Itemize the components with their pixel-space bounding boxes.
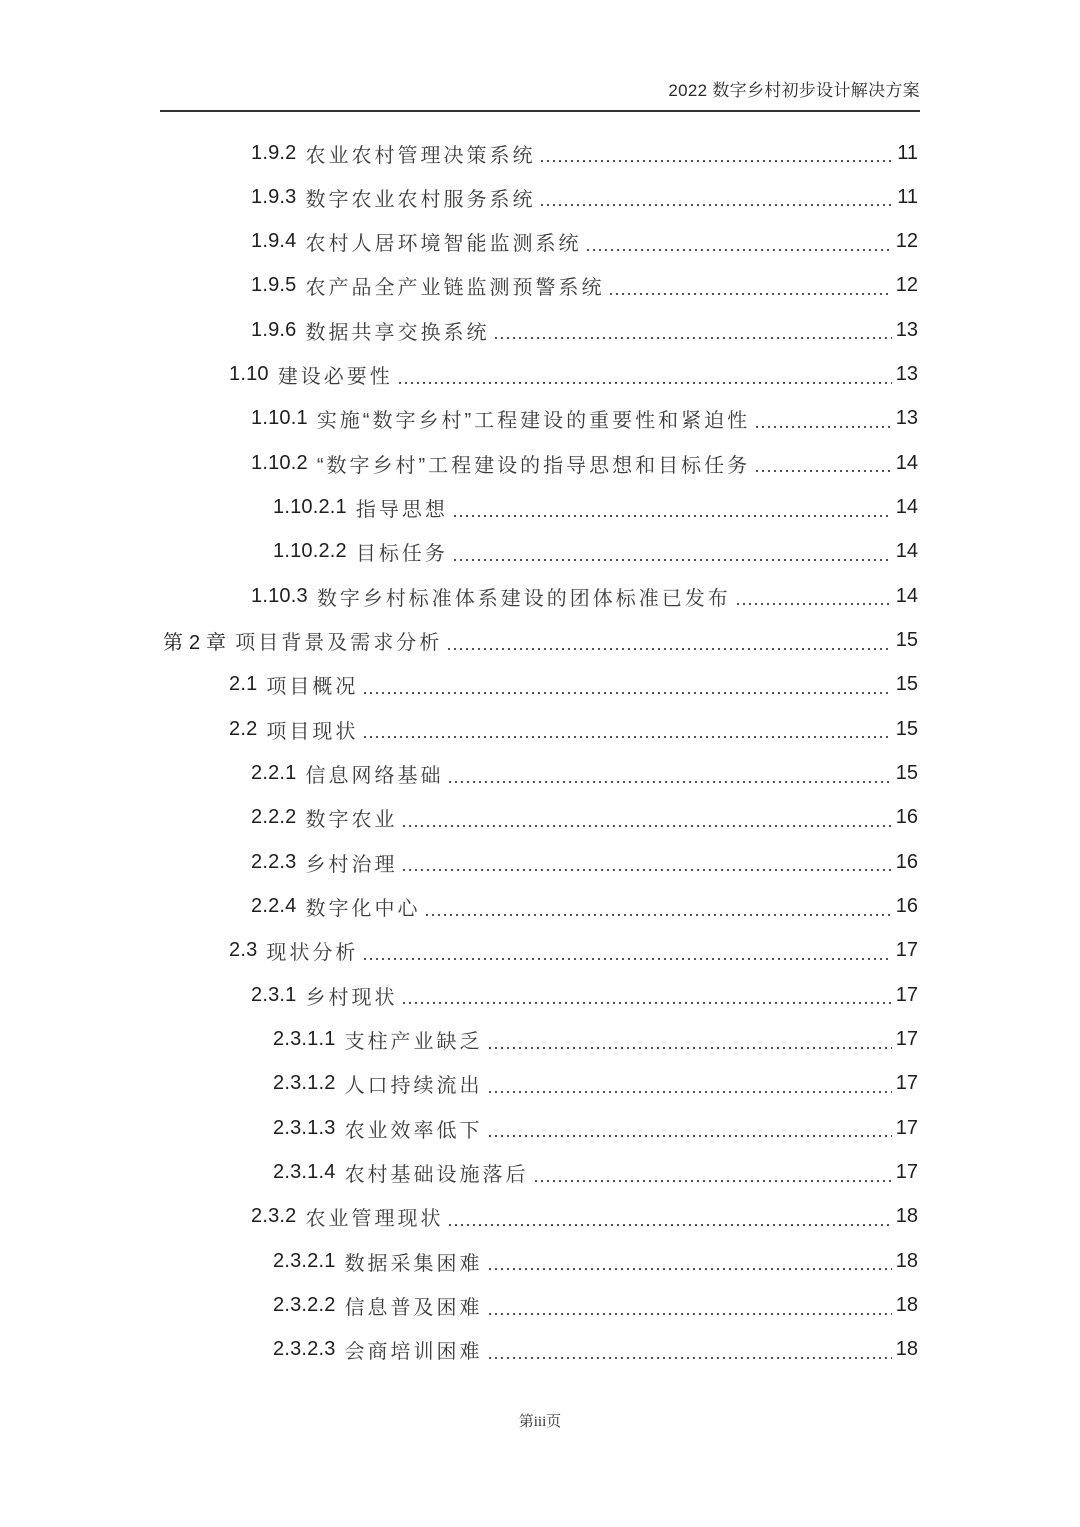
toc-dot-leader [533,1180,892,1182]
toc-entry-number: 1.10 [229,363,269,386]
toc-dot-leader [397,382,892,384]
toc-dot-leader [754,470,892,472]
toc-entry-page: 16 [895,850,918,873]
toc-entry-page: 17 [895,983,918,1006]
toc-entry-number: 1.9.2 [251,141,297,164]
toc-entry-page: 18 [895,1294,918,1317]
toc-entry-number: 2.1 [229,673,258,696]
toc-entry-title: 乡村治理 [305,853,398,876]
toc-entry-page: 11 [897,141,918,164]
toc-dot-leader [585,249,891,251]
toc-entry-number: 2.3.1.3 [273,1116,336,1139]
toc-dot-leader [493,337,891,339]
toc-entry[interactable] [251,131,918,175]
toc-entry[interactable] [273,1106,918,1150]
toc-entry-number: 2.3.2.1 [273,1249,336,1272]
toc-entry-page: 14 [895,451,918,474]
toc-entry-page: 13 [895,407,918,430]
toc-entry-page: 14 [895,584,918,607]
toc-dot-leader [487,1135,892,1137]
toc-dot-leader [754,426,892,428]
toc-entry-number: 2.3.2 [251,1205,297,1228]
toc-entry-page: 15 [895,629,918,652]
toc-entry-title: 项目现状 [266,720,359,743]
toc-dot-leader [362,958,891,960]
toc-entry-number: 2.3.1.2 [273,1072,336,1095]
toc-entry-title: 农村基础设施落后 [344,1164,529,1187]
toc-entry[interactable] [251,796,918,840]
toc-entry-title: 信息网络基础 [305,765,444,788]
toc-entry[interactable] [251,885,918,929]
toc-dot-leader [487,1091,892,1093]
toc-entry[interactable] [251,220,918,264]
toc-dot-leader [401,1002,891,1004]
toc-entry[interactable] [273,1062,918,1106]
toc-entry[interactable] [251,397,918,441]
toc-entry-page: 15 [895,717,918,740]
toc-entry-page: 14 [895,496,918,519]
toc-dot-leader [424,914,891,916]
toc-entry-number: 2.2.2 [251,806,297,829]
toc-entry-number: 1.9.5 [251,274,297,297]
toc-dot-leader [446,648,892,650]
toc-entry[interactable] [251,308,918,352]
toc-dot-leader [539,160,892,162]
toc-entry-title: 数据采集困难 [344,1252,483,1275]
toc-entry-number: 1.10.2.1 [273,496,347,519]
toc-entry[interactable] [273,1239,918,1283]
toc-entry-number: 1.10.3 [251,584,308,607]
toc-dot-leader [452,559,892,561]
toc-entry-number: 2.3.2.3 [273,1338,336,1361]
toc-entry[interactable] [251,264,918,308]
toc-entry-title: 数字农业农村服务系统 [305,188,536,211]
toc-entry-page: 12 [895,230,918,253]
toc-entry[interactable] [251,1195,918,1239]
header-divider [160,110,920,112]
toc-entry[interactable] [251,441,918,485]
toc-entry-title: 人口持续流出 [344,1075,483,1098]
toc-entry-number: 1.9.4 [251,230,297,253]
toc-entry-page: 17 [895,939,918,962]
toc-entry-title: 项目概况 [266,676,359,699]
toc-entry-title: 乡村现状 [305,986,398,1009]
toc-entry[interactable] [273,1018,918,1062]
toc-entry-number: 2.3.2.2 [273,1294,336,1317]
toc-entry-page: 18 [895,1205,918,1228]
toc-dot-leader [447,1224,891,1226]
toc-entry-title: 指导思想 [355,499,448,522]
toc-entry[interactable] [273,1328,918,1372]
toc-entry-page: 16 [895,895,918,918]
toc-dot-leader [487,1313,892,1315]
toc-dot-leader [487,1047,892,1049]
document-header-title: 2022 数字乡村初步设计解决方案 [668,81,920,100]
toc-entry-title: 建设必要性 [277,366,393,389]
toc-entry-page: 17 [895,1161,918,1184]
toc-entry-page: 15 [895,673,918,696]
toc-dot-leader [487,1268,892,1270]
toc-dot-leader [401,825,891,827]
toc-entry[interactable] [273,486,918,530]
toc-entry-title: 数字乡村标准体系建设的团体标准已发布 [316,587,731,610]
toc-entry[interactable] [273,1284,918,1328]
toc-entry[interactable] [251,175,918,219]
toc-entry-title: 农业管理现状 [305,1208,444,1231]
toc-entry-number: 2.3 [229,939,258,962]
toc-entry-page: 17 [895,1028,918,1051]
toc-entry-page: 17 [895,1072,918,1095]
toc-entry[interactable] [229,707,918,751]
toc-dot-leader [452,515,892,517]
toc-entry-title: 信息普及困难 [344,1297,483,1320]
toc-entry-title: 农业效率低下 [344,1119,483,1142]
toc-entry-title: 目标任务 [355,543,448,566]
toc-entry-number: 1.10.1 [251,407,308,430]
toc-entry[interactable] [251,574,918,618]
page-number-footer: 第iii页 [518,1414,562,1430]
toc-entry-number: 2.3.1.4 [273,1161,336,1184]
toc-entry-title: 数字化中心 [305,898,421,921]
toc-entry-page: 14 [895,540,918,563]
toc-entry-title: 支柱产业缺乏 [344,1031,483,1054]
toc-entry-page: 18 [895,1249,918,1272]
toc-entry-title: 农业农村管理决策系统 [305,144,536,167]
toc-entry-number: 2.3.1.1 [273,1028,336,1051]
toc-entry-page: 18 [895,1338,918,1361]
toc-entry[interactable] [251,840,918,884]
toc-dot-leader [487,1357,892,1359]
toc-dot-leader [608,293,891,295]
toc-entry-page: 15 [895,762,918,785]
toc-entry-number: 1.9.3 [251,185,297,208]
toc-entry-title: 数据共享交换系统 [305,321,490,344]
toc-entry-number: 2.2 [229,717,258,740]
toc-dot-leader [539,204,892,206]
toc-dot-leader [447,781,891,783]
toc-entry-number: 第 2 章 [163,632,227,655]
toc-dot-leader [362,736,891,738]
toc-entry[interactable] [251,973,918,1017]
toc-entry-page: 13 [895,363,918,386]
toc-entry-number: 2.3.1 [251,983,297,1006]
toc-entry-title: 农产品全产业链监测预警系统 [305,277,605,300]
toc-entry-page: 17 [895,1116,918,1139]
toc-entry-page: 16 [895,806,918,829]
toc-entry[interactable] [229,929,918,973]
toc-entry-number: 2.2.4 [251,895,297,918]
toc-entry-title: 项目背景及需求分析 [235,632,443,655]
toc-entry-title: 农村人居环境智能监测系统 [305,233,582,256]
toc-entry-number: 2.2.1 [251,762,297,785]
toc-entry-number: 1.10.2.2 [273,540,347,563]
toc-entry-number: 1.9.6 [251,318,297,341]
toc-entry-page: 11 [897,185,918,208]
toc-entry[interactable] [273,530,918,574]
toc-dot-leader [735,603,892,605]
toc-entry-title: 现状分析 [266,942,359,965]
toc-entry[interactable] [251,752,918,796]
toc-entry-page: 12 [895,274,918,297]
toc-entry-title: “数字乡村”工程建设的指导思想和目标任务 [316,454,751,477]
toc-dot-leader [362,692,891,694]
toc-entry-title: 会商培训困难 [344,1341,483,1364]
toc-entry-number: 2.2.3 [251,850,297,873]
toc-entry-page: 13 [895,318,918,341]
toc-entry[interactable] [273,1151,918,1195]
toc-entry[interactable] [229,663,918,707]
toc-entry-title: 数字农业 [305,809,398,832]
toc-entry-title: 实施“数字乡村”工程建设的重要性和紧迫性 [316,410,751,433]
toc-entry-number: 1.10.2 [251,451,308,474]
toc-dot-leader [401,869,891,871]
toc-entry[interactable] [229,353,918,397]
toc-entry[interactable] [163,619,918,663]
